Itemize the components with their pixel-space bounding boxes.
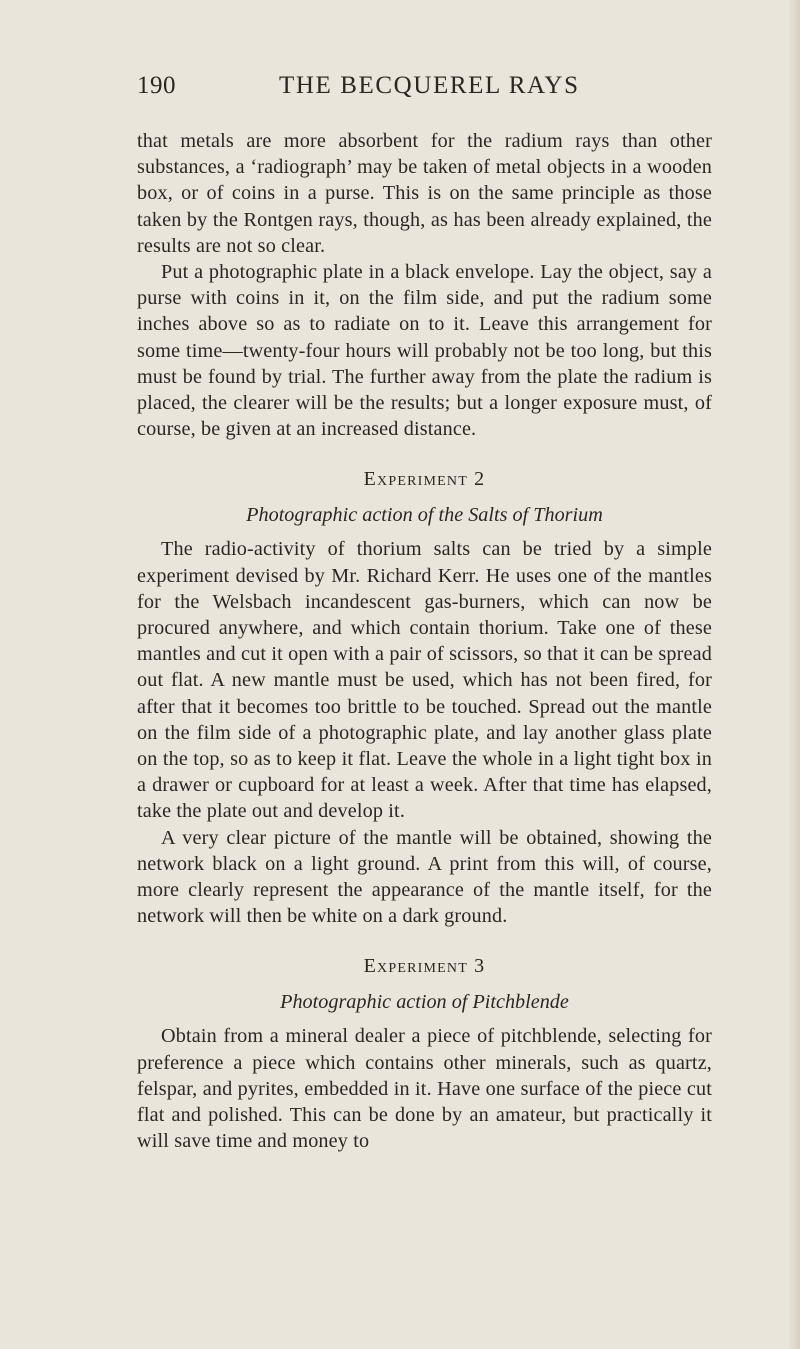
running-title: THE BECQUEREL RAYS <box>279 72 580 99</box>
page-number: 190 <box>137 72 176 99</box>
paragraph-thorium-result: A very clear picture of the mantle will be obtained, showing the network black on a light ground. A print from this will, of course, more clearly represent the appearance of the mantle itself, for the network will then be white on a dark ground. <box>137 826 712 928</box>
paragraph-thorium-method: The radio-activity of thorium salts can be tried by a simple experiment devised by Mr. Richard Kerr. He uses one of the mantles for the Welsbach incandescent gas-burners, which can now be procured anywhere, and which contain thorium. Take one of these mantles and cut it open with a pair of scissors, so that it can be spread out flat. A new mantle must be used, which has not been fired, for after that it becomes too brittle to be touched. Spread out the mantle on the film side of a photographic plate, and lay another glass plate on the top, so as to keep it flat. Leave the whole in a light tight box in a drawer or cupboard for at least a week. After that time has elapsed, take the plate out and develop it. <box>137 538 712 823</box>
experiment-3-heading: Experiment 3 <box>363 955 486 978</box>
paragraph-pitchblende-method: Obtain from a mineral dealer a piece of pitchblende, selecting for preference a piece which contains other minerals, such as quartz, felspar, and pyrites, embedded in it. Have one surface of the piece cut flat and polished. This can be done by an amateur, but practically it will save time and money to <box>137 1025 712 1153</box>
experiment-2-subheading: Photographic action of the Salts of Thorium <box>246 504 603 527</box>
book-page <box>137 72 712 1155</box>
paragraph-plate-instructions: Put a photographic plate in a black envelope. Lay the object, say a purse with coins in it, on the film side, and put the radium some inches above so as to radiate on to it. Leave this arrangement for some time—twenty-four hours will probably not be too long, but this must be found by trial. The further away from the plate the radium is placed, the clearer will be the results; but a longer exposure must, of course, be given at an increased distance. <box>137 261 712 441</box>
running-head <box>137 72 712 108</box>
paragraph-continuation: that metals are more absorbent for the radium rays than other substances, a ‘radiograph’ may be taken of metal objects in a wooden box, or of coins in a purse. This is on the same principle as those taken by the Rontgen rays, though, as has been already explained, the results are not so clear. <box>137 130 712 257</box>
experiment-2-heading: Experiment 2 <box>363 468 486 491</box>
experiment-3-subheading: Photographic action of Pitchblende <box>280 991 569 1014</box>
page-edge-shadow <box>788 0 800 1349</box>
